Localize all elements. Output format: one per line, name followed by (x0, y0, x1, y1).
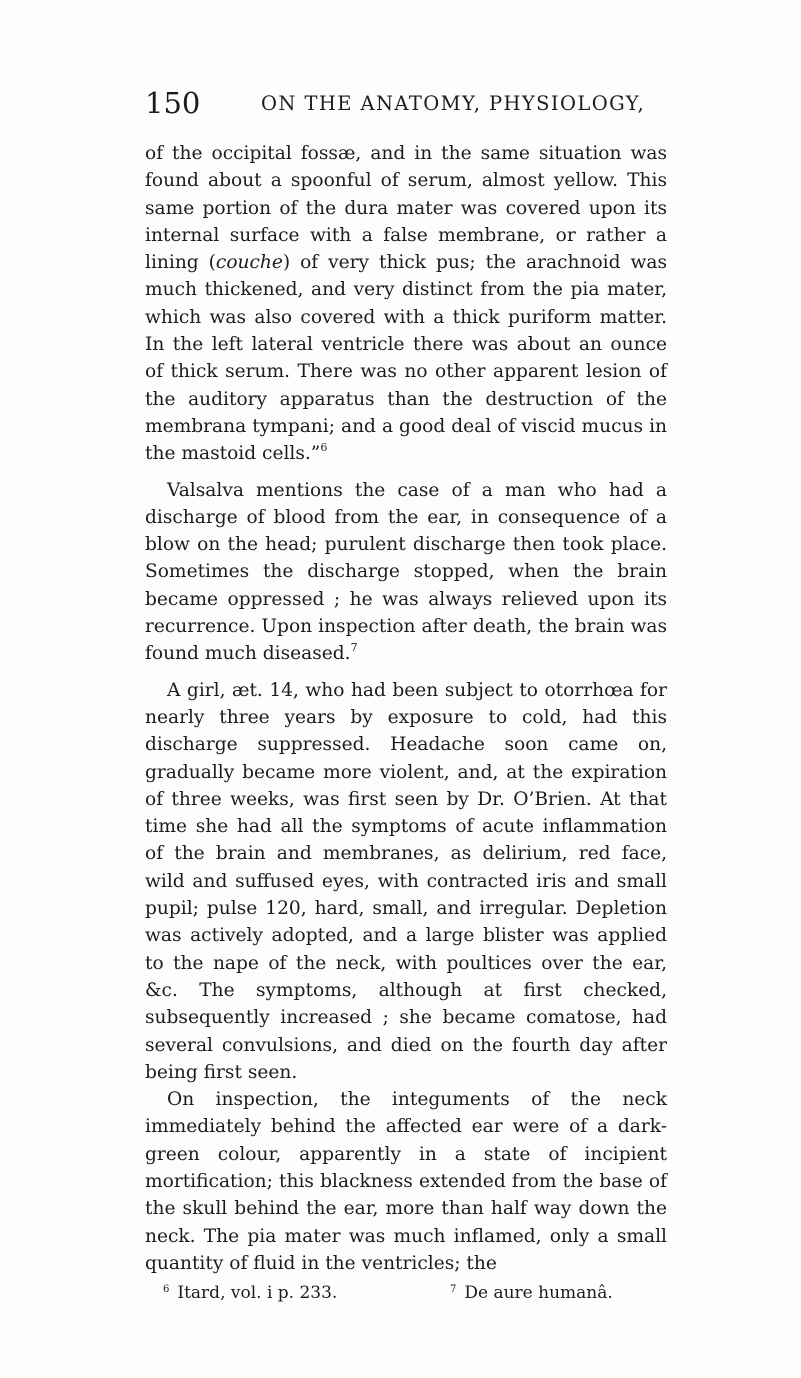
page-number: 150 (145, 86, 201, 120)
text-run: On inspection, the integuments of the neck immediately behind the affected ear were of a dark-green colour, apparently in a state of incipient mortification; this blackness extended from the base of the skull behind the ear, more than half way down the neck. The pia mater was much inflamed, only a small quantity of fluid in the ventricles; the (145, 1089, 667, 1274)
footnote-ref: 7 (350, 641, 358, 655)
footnote-text: De aure humanâ. (464, 1283, 613, 1303)
footnote-mark: 7 (450, 1284, 457, 1295)
footnote (450, 1282, 613, 1304)
text-run: of the occipital fossæ, and in the same situation was found about a spoonful of serum, almost yellow. This same portion of the dura mater was covered upon its internal surface with a false membrane, or rather a lining ( (145, 143, 667, 274)
page-header (145, 86, 665, 126)
footnote (163, 1282, 337, 1304)
paragraph (145, 140, 667, 468)
text-run: A girl, æt. 14, who had been subject to otorrhœa for nearly three years by exposure to cold, had this discharge suppressed. Headache soon came on, gradually became more violent, and, at the expiration of three weeks, was first seen by Dr. O’Brien. At that time she had all the symptoms of acute inflammation of the brain and membranes, as delirium, red face, wild and suffused eyes, with contracted iris and small pupil; pulse 120, hard, small, and irregular. Depletion was actively adopted, and a large blister was applied to the nape of the neck, with poultices over the ear, &c. The symptoms, although at first checked, subsequently increased ; she became comatose, had several convulsions, and died on the fourth day after being first seen. (145, 679, 667, 1083)
footnote-mark: 6 (163, 1284, 170, 1295)
footnote-text: Itard, vol. i p. 233. (177, 1283, 338, 1303)
text-run: Valsalva mentions the case of a man who had a discharge of blood from the ear, in consequence of a blow on the head; purulent discharge then took place. Sometimes the discharge stopped, when the brain became oppressed ; he was always relieved upon its recurrence. Upon inspection after death, the brain was found much diseased. (145, 479, 667, 665)
italic-text: couche (215, 252, 283, 274)
page-body (145, 140, 667, 1277)
paragraph (145, 677, 667, 1086)
text-run: ) of very thick pus; the arachnoid was much thickened, and very distinct from the pia mater, which was also covered with a thick puriform matter. In the left lateral ventricle there was about an ounce of thick serum. There was no other apparent lesion of the auditory apparatus than the destruction of the membrana tympani; and a good deal of viscid mucus in the mastoid cells.” (145, 252, 668, 465)
paragraph (145, 1086, 667, 1277)
footnote-ref: 6 (320, 441, 328, 455)
running-head: ON THE ANATOMY, PHYSIOLOGY, (261, 92, 646, 115)
paragraph (145, 477, 667, 668)
